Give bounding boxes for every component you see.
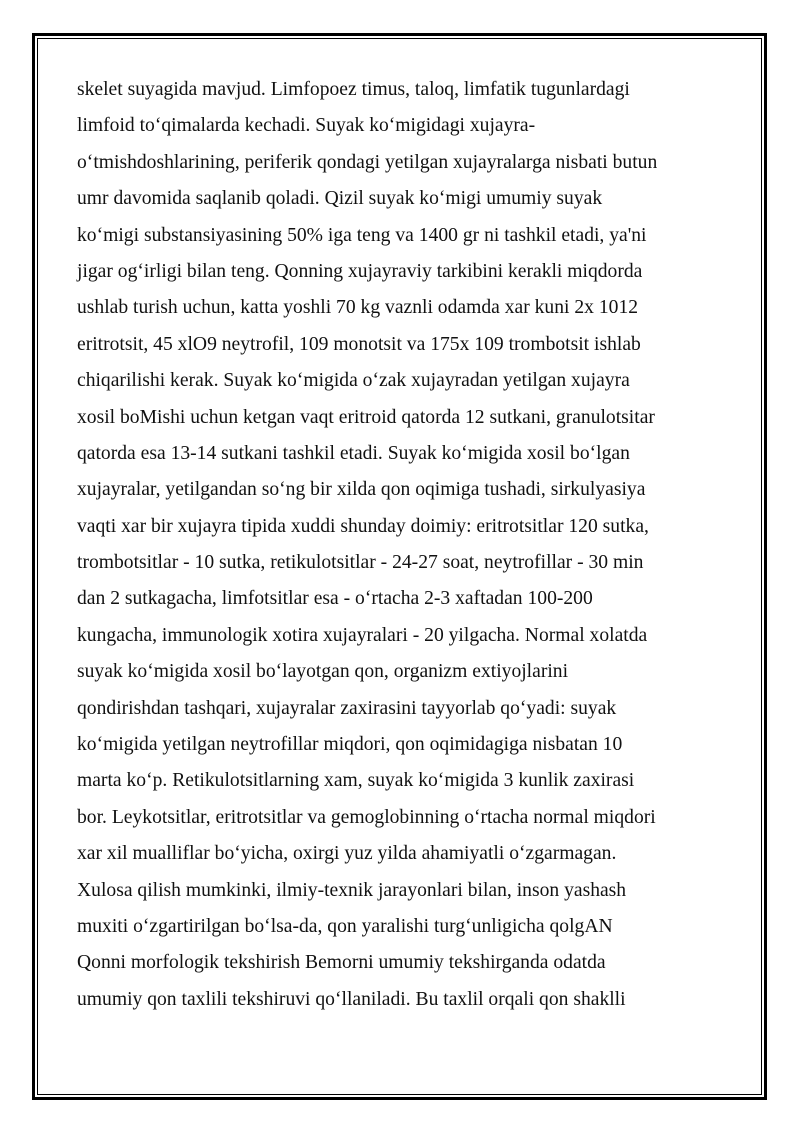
text-line: suyak ko‘migida xosil bo‘layotgan qon, organizm extiyojlarini bbox=[77, 661, 569, 683]
text-line: qondirishdan tashqari, xujayralar zaxirasini tayyorlab qo‘yadi: suyak bbox=[77, 697, 617, 719]
text-line: chiqarilishi kerak. Suyak ko‘migida o‘zak xujayradan yetilgan xujayra bbox=[77, 370, 630, 392]
text-line: umr davomida saqlanib qoladi. Qizil suyak ko‘migi umumiy suyak bbox=[77, 188, 603, 210]
text-line: Qonni morfologik tekshirish Bemorni umumiy tekshirganda odatda bbox=[77, 952, 606, 974]
text-line: eritrotsit, 45 xlO9 neytrofil, 109 monotsit va 175x 109 trombotsit ishlab bbox=[77, 333, 641, 355]
text-line: vaqti xar bir xujayra tipida xuddi shunday doimiy: eritrotsitlar 120 sutka, bbox=[77, 515, 649, 537]
text-line: qatorda esa 13-14 sutkani tashkil etadi. Suyak ko‘migida xosil bo‘lgan bbox=[77, 442, 630, 464]
text-line: xosil boMishi uchun ketgan vaqt eritroid qatorda 12 sutkani, granulotsitar bbox=[77, 406, 655, 428]
text-line: bor. Leykotsitlar, eritrotsitlar va gemoglobinning o‘rtacha normal miqdori bbox=[77, 806, 656, 828]
text-line: ushlab turish uchun, katta yoshli 70 kg vaznli odamda xar kuni 2x 1012 bbox=[77, 297, 639, 319]
text-line: kungacha, immunologik xotira xujayralari - 20 yilgacha. Normal xolatda bbox=[77, 624, 648, 646]
text-line: xujayralar, yetilgandan so‘ng bir xilda qon oqimiga tushadi, sirkulyasiya bbox=[77, 479, 646, 501]
text-line: ko‘migi substansiyasining 50% iga teng va 1400 gr ni tashkil etadi, ya'ni bbox=[77, 224, 647, 246]
text-line: xar xil mualliflar bo‘yicha, oxirgi yuz yilda ahamiyatli o‘zgarmagan. bbox=[77, 843, 617, 865]
text-line: muxiti o‘zgartirilgan bo‘lsa-da, qon yaralishi turg‘unligicha qolgAN bbox=[77, 915, 613, 937]
text-line: trombotsitlar - 10 sutka, retikulotsitlar - 24-27 soat, neytrofillar - 30 min bbox=[77, 552, 644, 574]
text-line: skelet suyagida mavjud. Limfopoez timus, taloq, limfatik tugunlardagi bbox=[77, 79, 630, 100]
document-body bbox=[77, 72, 727, 1018]
text-line: dan 2 sutkagacha, limfotsitlar esa - o‘rtacha 2-3 xaftadan 100-200 bbox=[77, 588, 593, 610]
text-line: jigar og‘irligi bilan teng. Qonning xujayraviy tarkibini kerakli miqdorda bbox=[77, 260, 643, 282]
text-line: o‘tmishdoshlarining, periferik qondagi yetilgan xujayralarga nisbati butun bbox=[77, 151, 658, 173]
text-line: umumiy qon taxlili tekshiruvi qo‘llaniladi. Bu taxlil orqali qon shaklli bbox=[77, 988, 626, 1010]
text-line: ko‘migida yetilgan neytrofillar miqdori, qon oqimidagiga nisbatan 10 bbox=[77, 734, 623, 756]
text-line: limfoid to‘qimalarda kechadi. Suyak ko‘migidagi xujayra- bbox=[77, 115, 536, 137]
text-line: marta ko‘p. Retikulotsitlarning xam, suyak ko‘migida 3 kunlik zaxirasi bbox=[77, 770, 635, 792]
text-line: Xulosa qilish mumkinki, ilmiy-texnik jarayonlari bilan, inson yashash bbox=[77, 879, 627, 901]
